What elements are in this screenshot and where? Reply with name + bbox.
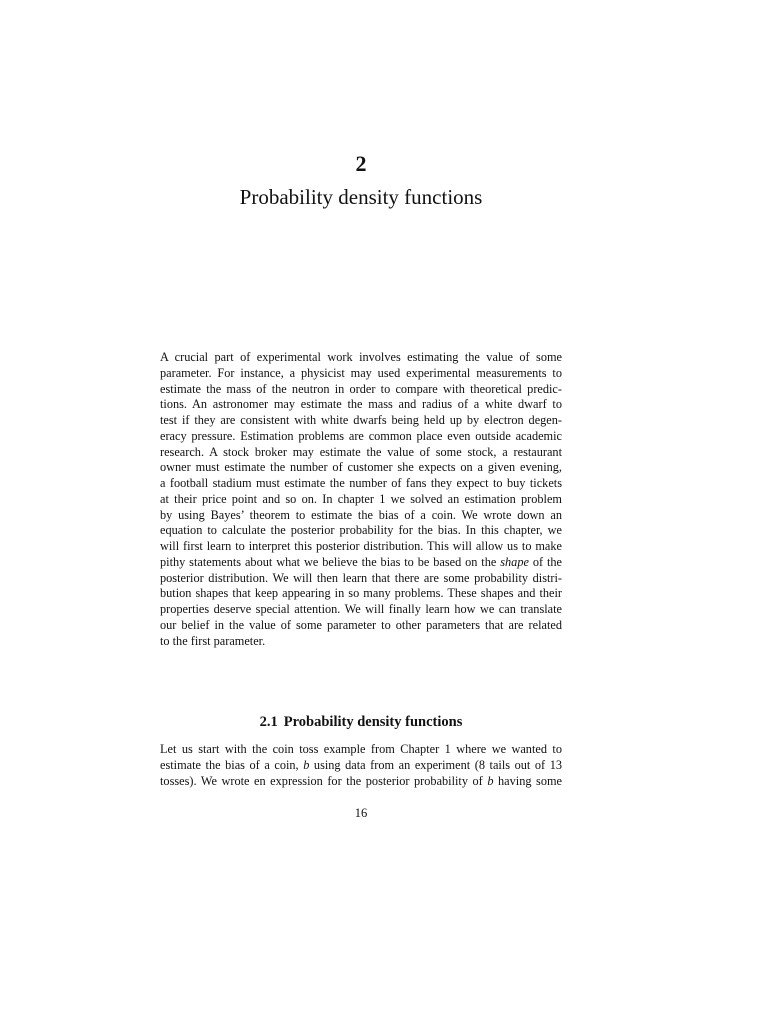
paragraph-line: posterior distribution. We will then learn that there are some probability distri- [160,570,562,585]
paragraph-line: our belief in the value of some parameter to other parameters that are related [160,617,562,632]
variable-b: b [487,773,494,788]
paragraph-line: will first learn to interpret this posterior distribution. This will allow us to make [160,539,562,553]
section-title: Probability density functions [283,714,463,730]
chapter-title: Probability density functions [239,185,483,209]
page-number: 16 [354,806,368,820]
section-heading [0,712,722,732]
paragraph-line: eracy pressure. Estimation problems are common place even outside academic [160,428,562,443]
line-text: tosses). We wrote en expression for the posterior probability of [160,773,488,788]
intro-paragraph [160,350,562,649]
paragraph-line: test if they are consistent with white dwarfs being held up by electron degen- [160,413,562,427]
emphasis-shape: shape [500,554,529,569]
paragraph-line: properties deserve special attention. We will finally learn how we can translate [160,602,562,616]
variable-b: b [303,757,310,772]
paragraph-line: estimate the mass of the neutron in order to compare with theoretical predic- [160,381,562,396]
paragraph-line: to the first parameter. [160,633,266,648]
paragraph-line: owner must estimate the number of customer she expects on a given evening, [160,460,562,475]
paragraph-line: tions. An astronomer may estimate the mass and radius of a white dwarf to [160,397,562,412]
paragraph-line: research. A stock broker may estimate the value of some stock, a restaurant [160,444,562,459]
paragraph-line: parameter. For instance, a physicist may used experimental measurements to [160,365,562,380]
line-text: using data from an experiment (8 tails out of 13 [309,757,562,772]
paragraph-line: Let us start with the coin toss example from Chapter 1 where we wanted to [160,742,562,756]
paragraph-line: at their price point and so on. In chapter 1 we solved an estimation problem [160,491,562,506]
line-text: estimate the bias of a coin, [160,757,304,772]
paragraph-line: A crucial part of experimental work involves estimating the value of some [160,350,562,364]
paragraph-line [160,555,562,571]
line-text: having some [493,773,562,788]
section-paragraph [160,742,562,789]
paragraph-line: bution shapes that keep appearing in so many problems. These shapes and their [160,586,562,601]
paragraph-line [160,758,562,774]
chapter-number: 2 [355,151,367,176]
paragraph-line: a football stadium must estimate the number of fans they expect to buy tickets [160,476,562,490]
paragraph-line [160,774,562,790]
section-number: 2.1 [259,714,278,730]
line-text: of the [528,554,562,569]
line-text: pithy statements about what we believe the bias to be based on the [160,554,501,569]
paragraph-line: equation to calculate the posterior probability for the bias. In this chapter, we [160,523,562,538]
paragraph-line: by using Bayes’ theorem to estimate the bias of a coin. We wrote down an [160,507,562,522]
